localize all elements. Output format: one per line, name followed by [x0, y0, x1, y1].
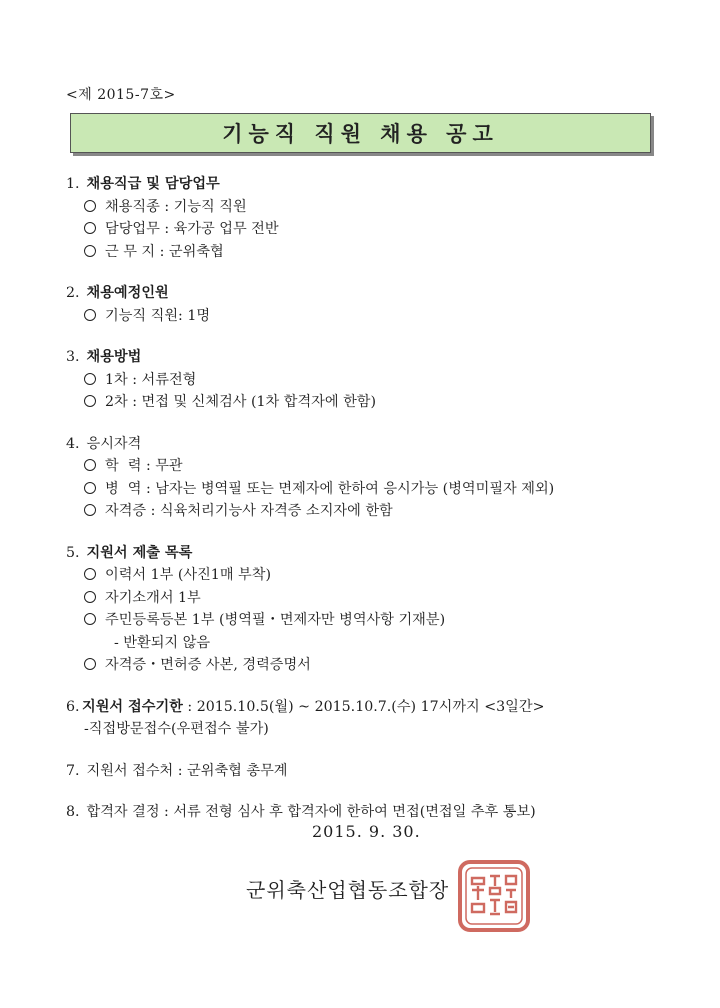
section-title: 지원서 접수처 : 군위축협 총무계 [86, 762, 288, 779]
section-heading [66, 173, 706, 196]
seal-glyph-left [472, 878, 484, 912]
circle-bullet-icon [84, 200, 96, 212]
item-text: 기능직 직원: 1명 [105, 307, 211, 324]
section-title: 지원서 접수기한 [82, 698, 183, 715]
item-text: 이력서 1부 (사진1매 부착) [105, 567, 271, 583]
circle-bullet-icon [84, 591, 96, 603]
list-item [66, 564, 706, 587]
section-title: 채용방법 [86, 349, 142, 365]
section-submission-place [66, 760, 706, 783]
section-heading [66, 801, 706, 824]
item-text: 주민등록등본 1부 (병역필・면제자만 병역사항 기재분) [105, 612, 446, 628]
circle-bullet-icon [84, 222, 96, 234]
notice-body [66, 173, 706, 843]
sub-note: -직접방문접수(우편접수 불가) [84, 721, 269, 737]
section-title: 지원서 제출 목록 [86, 544, 193, 561]
section-detail: : 2015.10.5(월) ~ 2015.10.7.(수) 17시까지 <3일간> [182, 698, 545, 715]
item-text: 2차 : 면접 및 신체검사 (1차 합격자에 한함) [105, 394, 377, 410]
list-item [66, 609, 706, 632]
section-heading [66, 346, 706, 369]
section-title: 채용예정인원 [86, 285, 169, 301]
item-text: 학 력 : 무관 [105, 458, 183, 474]
circle-bullet-icon [84, 568, 96, 580]
list-item [66, 218, 706, 241]
sub-note: - 반환되지 않음 [114, 634, 211, 651]
circle-bullet-icon [84, 309, 96, 321]
list-item [66, 241, 706, 264]
list-item [66, 391, 706, 414]
item-text: 1차 : 서류전형 [105, 371, 197, 388]
seal-glyph-right [506, 876, 516, 912]
item-text: 채용직종 : 기능직 직원 [105, 198, 247, 215]
official-seal-icon [454, 856, 534, 936]
list-item [66, 478, 706, 501]
section-heading [66, 542, 706, 565]
section-title: 응시자격 [86, 435, 142, 452]
section-position-duties [66, 173, 706, 263]
list-item [66, 196, 706, 219]
section-title: 채용직급 및 담당업무 [86, 176, 220, 192]
issue-date: 2015. 9. 30. [312, 822, 421, 841]
section-number: 7. [66, 762, 80, 779]
list-item [66, 587, 706, 610]
title-banner [70, 113, 651, 153]
section-heading [66, 433, 706, 456]
item-text: 자격증・면허증 사본, 경력증명서 [105, 657, 311, 673]
item-text: 병 역 : 남자는 병역필 또는 면제자에 한하여 응시가능 (병역미필자 제외) [105, 480, 555, 497]
circle-bullet-icon [84, 504, 96, 516]
item-text: 자기소개서 1부 [105, 589, 201, 606]
circle-bullet-icon [84, 482, 96, 494]
document-number: <제 2015-7호> [66, 87, 176, 103]
section-deadline [66, 696, 706, 741]
list-item [66, 500, 706, 523]
item-text: 담당업무 : 육가공 업무 전반 [105, 221, 279, 237]
list-item [66, 654, 706, 677]
section-number: 1. [66, 176, 80, 192]
list-item [66, 305, 706, 328]
section-documents [66, 542, 706, 677]
circle-bullet-icon [84, 245, 96, 257]
list-item [66, 455, 706, 478]
circle-bullet-icon [84, 613, 96, 625]
seal-border [460, 862, 528, 930]
issuer-name: 군위축산업협동조합장 [246, 878, 450, 902]
seal-glyph-middle [490, 876, 500, 914]
page-title: 기능직 직원 채용 공고 [222, 121, 499, 146]
section-number: 2. [66, 285, 80, 301]
section-selection [66, 801, 706, 824]
section-heading [66, 760, 706, 783]
section-headcount [66, 282, 706, 327]
section-number: 3. [66, 349, 80, 365]
section-qualifications [66, 433, 706, 523]
section-title: 합격자 결정 : 서류 전형 심사 후 합격자에 한하여 면접(면접일 추후 통보) [86, 804, 536, 820]
section-number: 8. [66, 804, 80, 820]
section-number: 6. [66, 698, 80, 715]
section-heading [66, 696, 706, 719]
circle-bullet-icon [84, 658, 96, 670]
item-text: 자격증 : 식육처리기능사 자격증 소지자에 한함 [105, 503, 393, 519]
section-method [66, 346, 706, 414]
circle-bullet-icon [84, 395, 96, 407]
section-number: 5. [66, 544, 80, 561]
section-heading [66, 282, 706, 305]
section-number: 4. [66, 435, 80, 452]
circle-bullet-icon [84, 373, 96, 385]
circle-bullet-icon [84, 459, 96, 471]
item-text: 근 무 지 : 군위축협 [105, 243, 224, 260]
list-item [66, 369, 706, 392]
